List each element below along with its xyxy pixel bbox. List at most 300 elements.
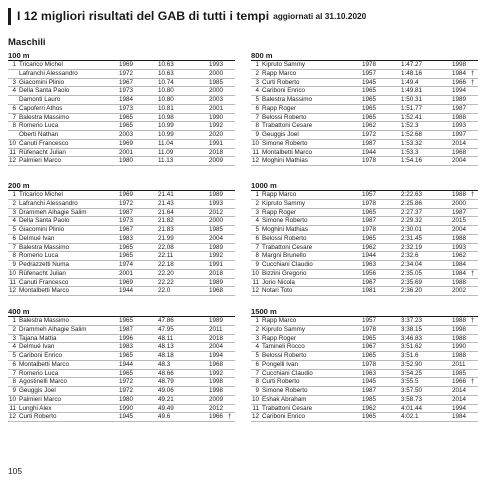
result-time: 3:37.23	[401, 317, 423, 324]
birth-year: 1980	[119, 157, 134, 165]
rank-cell: 9	[12, 387, 16, 394]
athlete-name: Pedrazzetti Numa	[19, 261, 70, 268]
rank-cell: 8	[255, 378, 259, 386]
event-title: 1000 m	[251, 180, 478, 191]
table-row	[8, 96, 235, 105]
table-row	[8, 413, 235, 422]
rank-cell: 3	[255, 208, 259, 216]
birth-year: 1965	[362, 104, 377, 112]
athlete-name: Canuti Francesco	[19, 139, 69, 147]
table-row	[251, 191, 478, 200]
result-time: 1:52.68	[401, 131, 423, 138]
athlete-name: Lafranchi Alessandro	[19, 199, 78, 207]
season-year: 2000	[452, 199, 467, 207]
season-year: 1998	[209, 387, 224, 394]
result-time: 49.49	[158, 404, 174, 412]
athlete-name: Agostinelli Marco	[19, 378, 67, 386]
season-year: 1968	[209, 287, 224, 295]
birth-year: 1944	[119, 360, 134, 368]
athlete-name: Cariboni Enrico	[262, 413, 306, 421]
result-time: 2:30.01	[401, 226, 423, 233]
rank-cell: 7	[12, 113, 16, 121]
rank-cell: 4	[255, 217, 259, 225]
birth-year: 1965	[119, 122, 134, 130]
rank-cell: 2	[255, 69, 259, 77]
result-time: 3:57.50	[401, 387, 423, 394]
table-row	[8, 131, 235, 140]
rank-cell: 10	[251, 139, 259, 147]
birth-year: 1969	[119, 191, 134, 198]
athlete-name: Kipruto Sammy	[262, 61, 306, 68]
athlete-name: Cucchiani Claudio	[262, 261, 313, 268]
athlete-name: Damonti Lauro	[19, 96, 61, 103]
birth-year: 1969	[119, 61, 134, 68]
table-row	[251, 140, 478, 149]
rank-cell: 9	[255, 387, 259, 394]
result-time: 3:51.6	[401, 352, 419, 359]
table-row	[8, 114, 235, 123]
season-year: 1985	[452, 369, 467, 377]
season-year: 2014	[452, 387, 467, 394]
athlete-name: Romerio Luca	[19, 369, 59, 377]
event-title: 800 m	[251, 50, 478, 61]
rank-cell: 10	[8, 269, 16, 277]
result-time: 10.98	[158, 113, 174, 121]
season-year: 1984	[452, 261, 467, 268]
table-row	[8, 352, 235, 361]
result-time: 11.13	[158, 157, 174, 165]
season-year: 1985	[209, 78, 224, 86]
rank-cell: 12	[251, 287, 259, 295]
season-year: 2000	[209, 69, 224, 77]
season-year: 2002	[452, 287, 467, 295]
result-time: 1:48.16	[401, 69, 423, 77]
athlete-name: Delmué Ivan	[19, 343, 55, 351]
rank-cell: 11	[9, 148, 16, 156]
result-time: 48.11	[158, 334, 174, 342]
result-time: 21.41	[158, 191, 174, 198]
season-year: 2001	[209, 104, 224, 112]
section-heading: Maschili	[8, 37, 46, 48]
rank-cell: 4	[12, 87, 16, 95]
birth-year: 1978	[362, 157, 377, 165]
result-time: 1:49.4	[401, 78, 419, 86]
athlete-name: Belossi Roberto	[262, 113, 307, 121]
result-time: 49.06	[158, 387, 174, 394]
birth-year: 1957	[362, 191, 377, 198]
athlete-name: Cariboni Enrico	[262, 87, 306, 95]
birth-year: 1978	[362, 199, 377, 207]
birth-year: 1965	[119, 243, 134, 251]
deceased-mark: †	[471, 318, 475, 324]
season-year: 2020	[209, 131, 224, 138]
athlete-name: Notari Toto	[262, 287, 293, 295]
table-row	[8, 287, 235, 296]
rank-cell: 7	[12, 369, 16, 377]
athlete-name: Pongelli Ivan	[262, 360, 299, 368]
table-row	[251, 131, 478, 140]
table-row	[251, 413, 478, 422]
season-year: 1988	[452, 278, 467, 286]
season-year: 1988	[452, 191, 467, 198]
birth-year: 1956	[362, 269, 377, 277]
result-time: 2:36.20	[401, 287, 423, 295]
table-row	[8, 378, 235, 387]
result-time: 21.82	[158, 217, 174, 225]
table-row	[251, 61, 478, 70]
table-row	[8, 335, 235, 344]
rank-cell: 8	[255, 252, 259, 260]
birth-year: 1967	[119, 78, 134, 86]
athlete-name: Balestra Massimo	[19, 243, 70, 251]
season-year: 1998	[452, 61, 467, 68]
birth-year: 1965	[119, 252, 134, 260]
season-year: 1992	[209, 122, 224, 130]
birth-year: 1984	[119, 96, 134, 103]
table-row	[251, 70, 478, 79]
rank-cell: 9	[12, 261, 16, 268]
season-year: 1991	[209, 261, 224, 268]
season-year: 2004	[452, 226, 467, 233]
birth-year: 1965	[362, 113, 377, 121]
season-year: 2003	[209, 96, 224, 103]
athlete-name: Kipruto Sammy	[262, 199, 306, 207]
table-row	[251, 87, 478, 96]
athlete-name: Balestra Massimo	[262, 96, 313, 103]
table-row	[251, 287, 478, 296]
result-time: 10.80	[158, 96, 174, 103]
birth-year: 1978	[362, 226, 377, 233]
event-title: 400 m	[8, 306, 235, 317]
table-row	[8, 140, 235, 149]
event-block	[251, 180, 478, 296]
rank-cell: 1	[12, 61, 16, 68]
result-time: 47.95	[158, 325, 174, 333]
birth-year: 1983	[119, 234, 134, 242]
result-time: 21.64	[158, 208, 174, 216]
birth-year: 1965	[119, 352, 134, 359]
deceased-mark: †	[228, 414, 232, 421]
event-block	[8, 306, 235, 422]
birth-year: 1978	[362, 325, 377, 333]
table-row	[8, 149, 235, 158]
birth-year: 1945	[362, 378, 377, 386]
athlete-name: Rapp Roger	[262, 104, 296, 112]
season-year: 1988	[452, 334, 467, 342]
page-number: 105	[8, 466, 22, 476]
table-row	[251, 387, 478, 396]
birth-year: 1969	[119, 278, 134, 286]
birth-year: 1944	[119, 287, 134, 295]
season-year: 1994	[209, 352, 224, 359]
result-time: 21.83	[158, 226, 174, 233]
birth-year: 1987	[362, 217, 377, 225]
athlete-name: Cariboni Enrico	[19, 352, 63, 359]
birth-year: 1969	[119, 139, 134, 147]
result-time: 2:29.32	[401, 217, 423, 225]
athlete-name: Romerio Luca	[19, 252, 59, 260]
result-time: 21.43	[158, 199, 174, 207]
table-row	[251, 261, 478, 270]
athlete-name: Drammeh Alhagie Salim	[19, 208, 87, 216]
rank-cell: 11	[9, 278, 16, 286]
season-year: 1985	[209, 226, 224, 233]
rank-cell: 7	[255, 369, 259, 377]
birth-year: 1965	[119, 317, 134, 324]
rank-cell: 2	[12, 325, 16, 333]
athlete-name: Drammeh Alhagie Salim	[19, 325, 87, 333]
season-year: 2000	[209, 87, 224, 95]
result-time: 3:46.83	[401, 334, 423, 342]
table-row	[8, 70, 235, 79]
season-year: 1993	[452, 122, 467, 130]
result-time: 10.74	[158, 78, 174, 86]
result-time: 3:38.15	[401, 325, 423, 333]
rank-cell: 1	[255, 61, 259, 68]
table-row	[8, 209, 235, 218]
rank-cell: 8	[12, 378, 16, 386]
season-year: 1993	[209, 199, 224, 207]
result-time: 2:31.45	[401, 234, 423, 242]
athlete-name: Eshak Abraham	[262, 395, 307, 403]
birth-year: 1972	[119, 387, 134, 394]
athlete-name: Bizzini Gregorio	[262, 269, 307, 277]
athlete-name: Rapp Roger	[262, 208, 296, 216]
table-row	[251, 370, 478, 379]
athlete-name: Geuggis Joel	[262, 131, 299, 138]
table-row	[8, 87, 235, 96]
birth-year: 1978	[362, 360, 377, 368]
season-year: 1966	[209, 413, 224, 421]
athlete-name: Rapp Marco	[262, 317, 297, 324]
result-time: 1:49.81	[401, 87, 423, 95]
rank-cell: 5	[12, 352, 16, 359]
birth-year: 1967	[362, 343, 377, 351]
season-year: 2004	[209, 234, 224, 242]
table-row	[251, 79, 478, 88]
table-row	[8, 261, 235, 270]
season-year: 2004	[452, 157, 467, 165]
birth-year: 1945	[362, 78, 377, 86]
athlete-name: Delmué Ivan	[19, 234, 55, 242]
season-year: 1993	[452, 243, 467, 251]
table-row	[251, 122, 478, 131]
birth-year: 1973	[119, 87, 134, 95]
season-year: 1992	[209, 252, 224, 260]
result-time: 2:35.69	[401, 278, 423, 286]
athlete-name: Rapp Marco	[262, 191, 297, 198]
page-title: I 12 migliori risultati del GAB di tutti i tempi	[17, 9, 270, 23]
season-year: 2011	[452, 360, 466, 368]
birth-year: 2003	[119, 131, 134, 138]
table-row	[251, 317, 478, 326]
table-row	[251, 96, 478, 105]
athlete-name: Palmieri Marco	[19, 157, 61, 165]
result-time: 2:22.63	[401, 191, 423, 198]
athlete-name: Belossi Roberto	[262, 234, 307, 242]
birth-year: 1987	[119, 208, 134, 216]
result-time: 3:52.90	[401, 360, 423, 368]
deceased-mark: †	[471, 192, 475, 198]
athlete-name: Rüfenacht Julian	[19, 269, 66, 277]
deceased-mark: †	[471, 70, 475, 77]
result-time: 2:27.37	[401, 208, 423, 216]
rank-cell: 11	[252, 148, 259, 156]
result-time: 22.22	[158, 278, 174, 286]
birth-year: 1965	[362, 87, 377, 95]
season-year: 1984	[452, 69, 467, 77]
birth-year: 1965	[362, 208, 377, 216]
birth-year: 1965	[119, 113, 134, 121]
season-year: 1998	[209, 378, 224, 386]
event-title: 1500 m	[251, 306, 478, 317]
athlete-name: Balestra Massimo	[19, 317, 70, 324]
result-time: 48.13	[158, 343, 174, 351]
birth-year: 1965	[362, 96, 377, 103]
table-row	[8, 361, 235, 370]
rank-cell: 2	[255, 325, 259, 333]
result-time: 1:54.16	[401, 157, 423, 165]
rank-cell: 10	[251, 395, 259, 403]
rank-cell: 2	[12, 199, 16, 207]
page-header	[8, 5, 366, 27]
season-year: 2012	[209, 404, 224, 412]
athlete-name: Belossi Roberto	[262, 352, 307, 359]
birth-year: 1962	[362, 243, 377, 251]
athlete-name: Cucchiani Claudio	[262, 369, 313, 377]
result-time: 4:02.1	[401, 413, 419, 421]
birth-year: 1963	[362, 369, 377, 377]
rank-cell: 8	[12, 252, 16, 260]
table-row	[251, 396, 478, 405]
rank-cell: 6	[255, 104, 259, 112]
result-time: 10.81	[158, 104, 174, 112]
result-time: 3:51.62	[401, 343, 423, 351]
athlete-name: Lafranchi Alessandro	[19, 69, 78, 77]
table-row	[251, 149, 478, 158]
rank-cell: 12	[8, 413, 16, 421]
table-row	[251, 405, 478, 414]
athlete-name: Simone Roberto	[262, 217, 308, 225]
season-year: 1997	[452, 131, 467, 138]
season-year: 1966	[452, 378, 467, 386]
table-row	[8, 79, 235, 88]
season-year: 2018	[209, 334, 224, 342]
season-year: 1968	[452, 148, 467, 156]
table-row	[251, 361, 478, 370]
season-year: 2015	[452, 217, 467, 225]
table-row	[8, 326, 235, 335]
athlete-name: Tricarico Michel	[19, 61, 63, 68]
event-title: 100 m	[8, 50, 235, 61]
rank-cell: 12	[251, 157, 259, 165]
result-time: 3:58.73	[401, 395, 423, 403]
birth-year: 2001	[119, 269, 134, 277]
rank-cell: 3	[255, 334, 259, 342]
birth-year: 1974	[119, 261, 134, 268]
result-time: 22.11	[158, 252, 174, 260]
season-year: 1989	[209, 317, 224, 324]
season-year: 1962	[452, 252, 467, 260]
rank-cell: 12	[8, 287, 16, 295]
result-time: 11.09	[158, 148, 174, 156]
rank-cell: 4	[12, 217, 16, 225]
rank-cell: 4	[255, 343, 259, 351]
rank-cell: 10	[8, 139, 16, 147]
result-time: 11.04	[158, 139, 174, 147]
birth-year: 1987	[119, 325, 134, 333]
athlete-name: Trabattoni Cesare	[262, 243, 313, 251]
rank-cell: 1	[255, 191, 259, 198]
season-year: 1990	[452, 343, 467, 351]
result-time: 1:47.27	[401, 61, 423, 68]
result-time: 2:34.04	[401, 261, 423, 268]
birth-year: 1987	[362, 387, 377, 394]
rank-cell: 3	[12, 78, 16, 86]
table-row	[251, 378, 478, 387]
athlete-name: Palmieri Marco	[19, 395, 61, 403]
deceased-mark: †	[471, 79, 475, 86]
athlete-name: Lunghi Alex	[19, 404, 52, 412]
athlete-name: Geuggis Joel	[19, 387, 56, 394]
deceased-mark: †	[471, 270, 475, 277]
birth-year: 1962	[362, 122, 377, 130]
result-time: 47.86	[158, 317, 174, 324]
athlete-name: Kipruto Sammy	[262, 325, 306, 333]
season-year: 2012	[209, 208, 224, 216]
season-year: 1992	[209, 369, 224, 377]
result-time: 49.21	[158, 395, 174, 403]
result-time: 1:50.31	[401, 96, 423, 103]
season-year: 1988	[452, 234, 467, 242]
athlete-name: Canuti Francesco	[19, 278, 69, 286]
season-year: 2014	[452, 395, 467, 403]
result-time: 48.79	[158, 378, 174, 386]
table-row	[251, 252, 478, 261]
rank-cell: 3	[12, 208, 16, 216]
athlete-name: Oberti Nathan	[19, 131, 59, 138]
table-row	[8, 396, 235, 405]
athlete-name: Montalbetti Marco	[262, 148, 313, 156]
rank-cell: 5	[255, 352, 259, 359]
season-year: 1988	[452, 317, 467, 324]
table-row	[8, 405, 235, 414]
season-year: 1990	[209, 113, 224, 121]
result-time: 1:52.41	[401, 113, 423, 121]
season-year: 1989	[209, 191, 224, 198]
result-time: 48.18	[158, 352, 174, 359]
athlete-name: Trabattoni Cesare	[262, 404, 313, 412]
table-row	[8, 217, 235, 226]
table-row	[8, 317, 235, 326]
event-block	[8, 180, 235, 296]
athlete-name: Moghini Mathias	[262, 226, 308, 233]
athlete-name: Curti Roberto	[262, 78, 300, 86]
rank-cell: 3	[255, 78, 259, 86]
table-row	[251, 352, 478, 361]
result-time: 21.99	[158, 234, 174, 242]
rank-cell: 1	[12, 317, 16, 324]
athlete-name: Margni Brunello	[262, 252, 307, 260]
result-time: 22.0	[158, 287, 171, 295]
table-row	[8, 105, 235, 114]
season-year: 2009	[209, 395, 224, 403]
rank-cell: 7	[255, 243, 259, 251]
result-time: 3:55.5	[401, 378, 419, 386]
athlete-name: Della Santa Paolo	[19, 217, 70, 225]
table-row	[8, 387, 235, 396]
athlete-name: Montalbetti Marco	[19, 287, 70, 295]
